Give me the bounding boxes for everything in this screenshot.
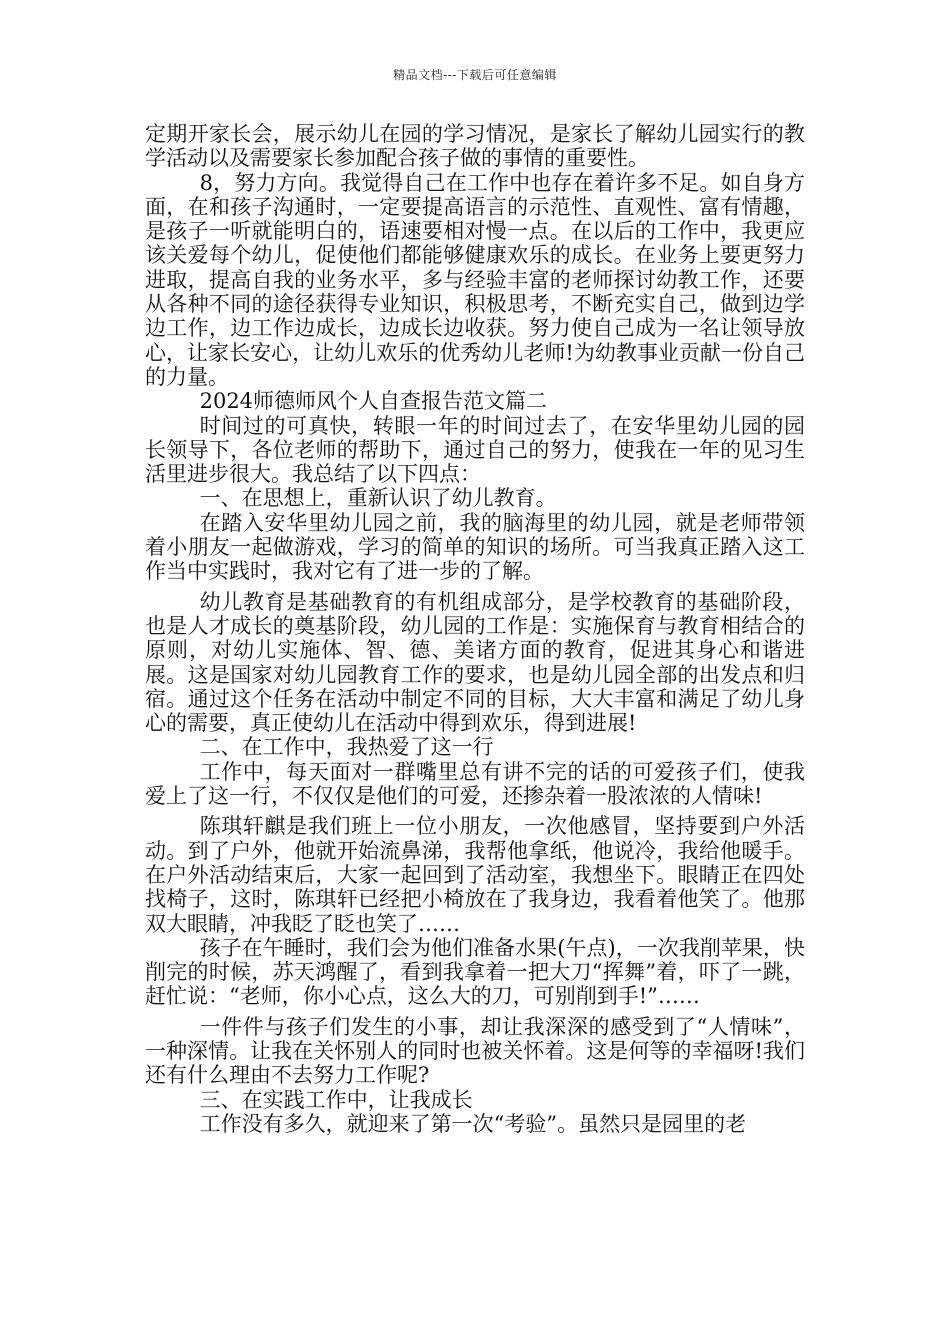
section-heading: 一、在思想上，重新认识了幼儿教育。	[199, 486, 557, 511]
paragraph: 陈琪轩麒是我们班上一位小朋友，一次他感冒，坚持要到户外活动。到了户外，他就开始流鼻涕，我帮他拿纸，他说冷，我给他暖手。在户外活动结束后，大家一起回到了活动室，我想坐下。眼睛正在四处找椅子，这时，陈琪轩已经把小椅放在了我身边，我看着他笑了。他那双大眼睛，冲我眨了眨也笑了……	[145, 814, 805, 936]
paragraph: 孩子在午睡时，我们会为他们准备水果(午点)，一次我削苹果，快削完的时候，苏天鸿醒了，看到我拿着一把大刀“挥舞”着，吓了一跳，赶忙说：“老师，你小心点，这么大的刀，可别削到手!”……	[145, 935, 805, 1009]
paragraph: 工作中，每天面对一群嘴里总有讲不完的话的可爱孩子们，使我爱上了这一行，不仅仅是他们的可爱，还掺杂着一股浓浓的人情味!	[145, 759, 805, 809]
paragraph: 工作没有多久，就迎来了第一次“考验”。虽然只是园里的老	[199, 1111, 747, 1136]
paragraph: 在踏入安华里幼儿园之前，我的脑海里的幼儿园，就是老师带领着小朋友一起做游戏，学习的简单的知识的场所。可当我真正踏入这工作当中实践时，我对它有了进一步的了解。	[145, 510, 805, 584]
paragraph: 一件件与孩子们发生的小事，却让我深深的感受到了“人情味”，一种深情。让我在关怀别人的同时也被关怀着。这是何等的幸福呀!我们还有什么理由不去努力工作呢?	[145, 1014, 805, 1088]
section-heading: 二、在工作中，我热爱了这一行	[199, 735, 494, 760]
document-body	[145, 122, 805, 1136]
page-header: 精品文档---下载后可任意编辑	[393, 68, 557, 82]
section-title: 2024师德师风个人自查报告范文篇二	[199, 389, 548, 414]
paragraph: 定期开家长会，展示幼儿在园的学习情况，是家长了解幼儿园实行的教学活动以及需要家长参加配合孩子做的事情的重要性。	[145, 122, 805, 171]
section-heading: 三、在实践工作中，让我成长	[199, 1087, 473, 1112]
paragraph: 8，努力方向。我觉得自己在工作中也存在着许多不足。如自身方面，在和孩子沟通时，一定要提高语言的示范性、直观性、富有情趣，是孩子一听就能明白的，语速要相对慢一点。在以后的工作中，我更应该关爱每个幼儿，促使他们都能够健康欢乐的成长。在业务上要更努力进取，提高自我的业务水平，多与经验丰富的老师探讨幼教工作，还要从各种不同的途径获得专业知识，积极思考，不断充实自己，做到边学边工作，边工作边成长，边成长边收获。努力使自己成为一名让领导放心，让家长安心，让幼儿欢乐的优秀幼儿老师!为幼教事业贡献一份自己的力量。	[145, 170, 805, 389]
paragraph: 时间过的可真快，转眼一年的时间过去了，在安华里幼儿园的园长领导下，各位老师的帮助下，通过自己的努力，使我在一年的见习生活里进步很大。我总结了以下四点：	[145, 413, 805, 487]
paragraph: 幼儿教育是基础教育的有机组成部分，是学校教育的基础阶段，也是人才成长的奠基阶段，幼儿园的工作是：实施保育与教育相结合的原则，对幼儿实施体、智、德、美诸方面的教育，促进其身心和谐进展。这是国家对幼儿园教育工作的要求，也是幼儿园全部的出发点和归宿。通过这个任务在活动中制定不同的目标，大大丰富和满足了幼儿身心的需要，真正使幼儿在活动中得到欢乐，得到进展!	[145, 589, 805, 736]
